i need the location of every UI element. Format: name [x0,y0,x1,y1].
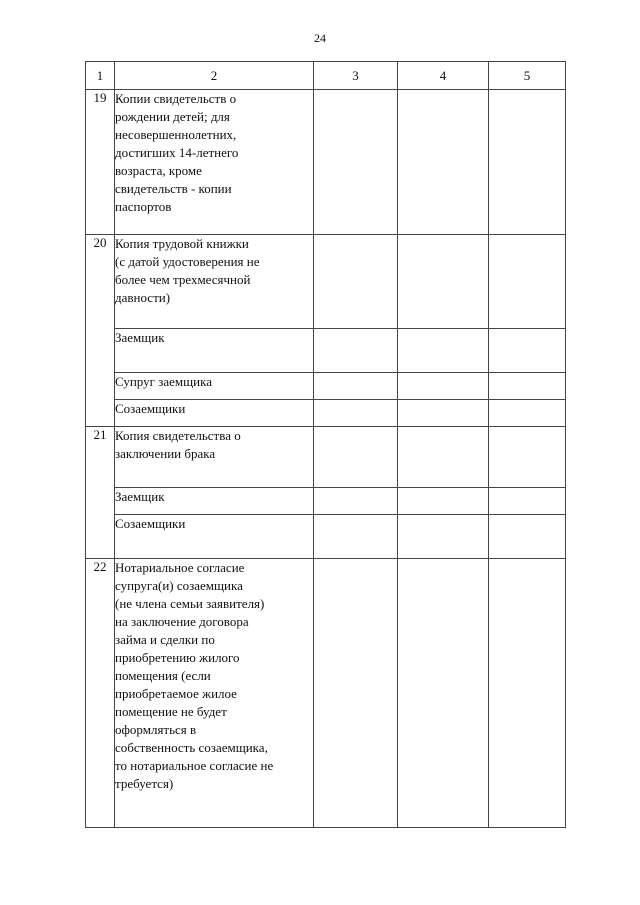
column-header-2: 2 [115,62,314,90]
row-number: 22 [86,559,115,828]
table-subrow [86,515,566,559]
row-description: Копия свидетельства о заключении брака [115,427,314,488]
row-description: Копии свидетельств о рождении детей; для несовершеннолетних, достигших 14-летнего возраста, кроме свидетельств - копии паспортов [115,90,314,235]
table-cell [398,373,489,400]
table-cell [489,373,566,400]
table-cell [489,488,566,515]
table-subrow [86,373,566,400]
row-number: 21 [86,427,115,559]
row-description: Нотариальное согласие супруга(и) созаемщика (не члена семьи заявителя) на заключение договора займа и сделки по приобретению жилого помещения (если приобретаемое жилое помещение не будет оформляться в собственность созаемщика, то нотариальное согласие не требуется) [115,559,314,828]
table-cell [314,373,398,400]
subrow-label: Созаемщики [115,515,314,559]
table-cell [489,90,566,235]
table-cell [314,400,398,427]
page-number: 24 [314,31,326,45]
row-description: Копия трудовой книжки (с датой удостоверения не более чем трехмесячной давности) [115,235,314,329]
table-cell [314,559,398,828]
table-cell [489,515,566,559]
table-cell [314,427,398,488]
table-cell [398,427,489,488]
table-cell [314,515,398,559]
table-cell [489,329,566,373]
table-row [86,235,566,329]
table-cell [398,559,489,828]
table-cell [398,400,489,427]
row-number: 20 [86,235,115,427]
table-cell [398,90,489,235]
table-subrow [86,488,566,515]
table-cell [314,235,398,329]
table-row [86,427,566,488]
table-cell [489,400,566,427]
table-cell [398,515,489,559]
subrow-label: Заемщик [115,488,314,515]
subrow-label: Заемщик [115,329,314,373]
column-header-5: 5 [489,62,566,90]
table-row [86,559,566,828]
table-subrow [86,329,566,373]
table-cell [489,559,566,828]
subrow-label: Супруг заемщика [115,373,314,400]
column-header-1: 1 [86,62,115,90]
column-header-4: 4 [398,62,489,90]
table-cell [398,329,489,373]
table-cell [398,235,489,329]
column-header-3: 3 [314,62,398,90]
table-cell [489,235,566,329]
table-row [86,90,566,235]
table-cell [398,488,489,515]
table-cell [314,488,398,515]
table-cell [314,90,398,235]
documents-table [85,61,566,828]
header-row [86,62,566,90]
table-subrow [86,400,566,427]
table-cell [489,427,566,488]
subrow-label: Созаемщики [115,400,314,427]
row-number: 19 [86,90,115,235]
table-cell [314,329,398,373]
